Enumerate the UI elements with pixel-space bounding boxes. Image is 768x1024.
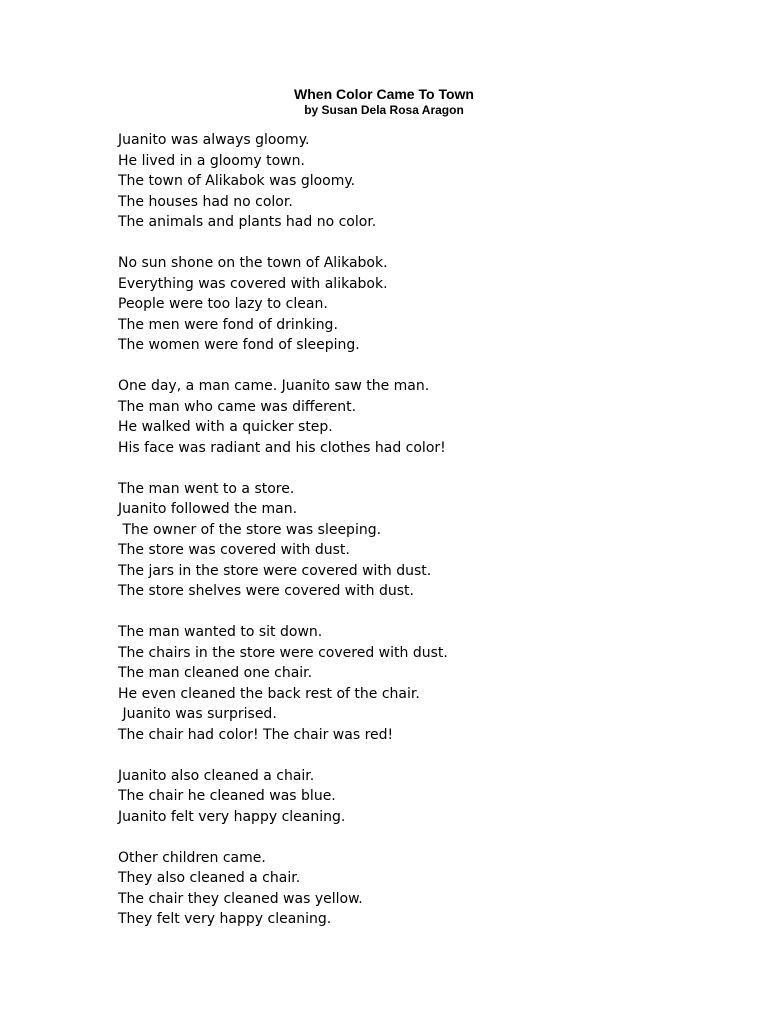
story-line: The store was covered with dust. [118, 542, 350, 558]
story-line: Juanito was always gloomy. [118, 132, 310, 148]
page-title: When Color Came To Town [294, 86, 474, 102]
story-line: Juanito felt very happy cleaning. [118, 808, 346, 825]
story-line: The chair had color! The chair was red! [118, 726, 394, 743]
story-line: The town of Alikabok was gloomy. [118, 173, 356, 189]
stanza [118, 253, 678, 356]
story-line: The chair he cleaned was blue. [118, 788, 336, 804]
story-line: The animals and plants had no color. [118, 214, 377, 230]
story-line: Everything was covered with alikabok. [118, 275, 388, 292]
story-line: He even cleaned the back rest of the chair. [118, 685, 420, 702]
story-line: The men were fond of drinking. [118, 316, 338, 333]
story-line: He walked with a quicker step. [118, 419, 333, 435]
story-line: They felt very happy cleaning. [118, 911, 332, 927]
story-line: The women were fond of sleeping. [118, 337, 360, 353]
stanza [118, 848, 678, 930]
story-line: They also cleaned a chair. [118, 870, 301, 886]
stanza [118, 622, 678, 745]
author-byline: by Susan Dela Rosa Aragon [304, 103, 464, 117]
stanza [118, 766, 678, 828]
story-line: His face was radiant and his clothes had color! [118, 439, 446, 456]
story-line: Other children came. [118, 849, 266, 866]
story-line: The houses had no color. [118, 193, 293, 210]
story-line: Juanito was surprised. [118, 706, 277, 722]
stanza [118, 130, 678, 233]
story-line: The owner of the store was sleeping. [118, 521, 382, 538]
story-line: The jars in the store were covered with dust. [118, 562, 432, 579]
story-line: Juanito followed the man. [118, 501, 298, 517]
story-line: He lived in a gloomy town. [118, 152, 305, 169]
story-line: People were too lazy to clean. [118, 296, 328, 312]
story-line: Juanito also cleaned a chair. [118, 767, 315, 784]
story-line: The man cleaned one chair. [118, 665, 313, 681]
story-line: The chair they cleaned was yellow. [118, 890, 363, 907]
story-line: The store shelves were covered with dust. [118, 583, 414, 599]
story-line: One day, a man came. Juanito saw the man. [118, 378, 430, 394]
story-line: The man went to a store. [118, 480, 295, 497]
stanza [118, 479, 678, 602]
story-line: The man wanted to sit down. [118, 624, 323, 640]
story-body [118, 130, 678, 950]
story-line: The chairs in the store were covered with dust. [118, 644, 448, 661]
story-line: No sun shone on the town of Alikabok. [118, 255, 388, 271]
story-line: The man who came was different. [118, 398, 357, 415]
stanza [118, 376, 678, 458]
